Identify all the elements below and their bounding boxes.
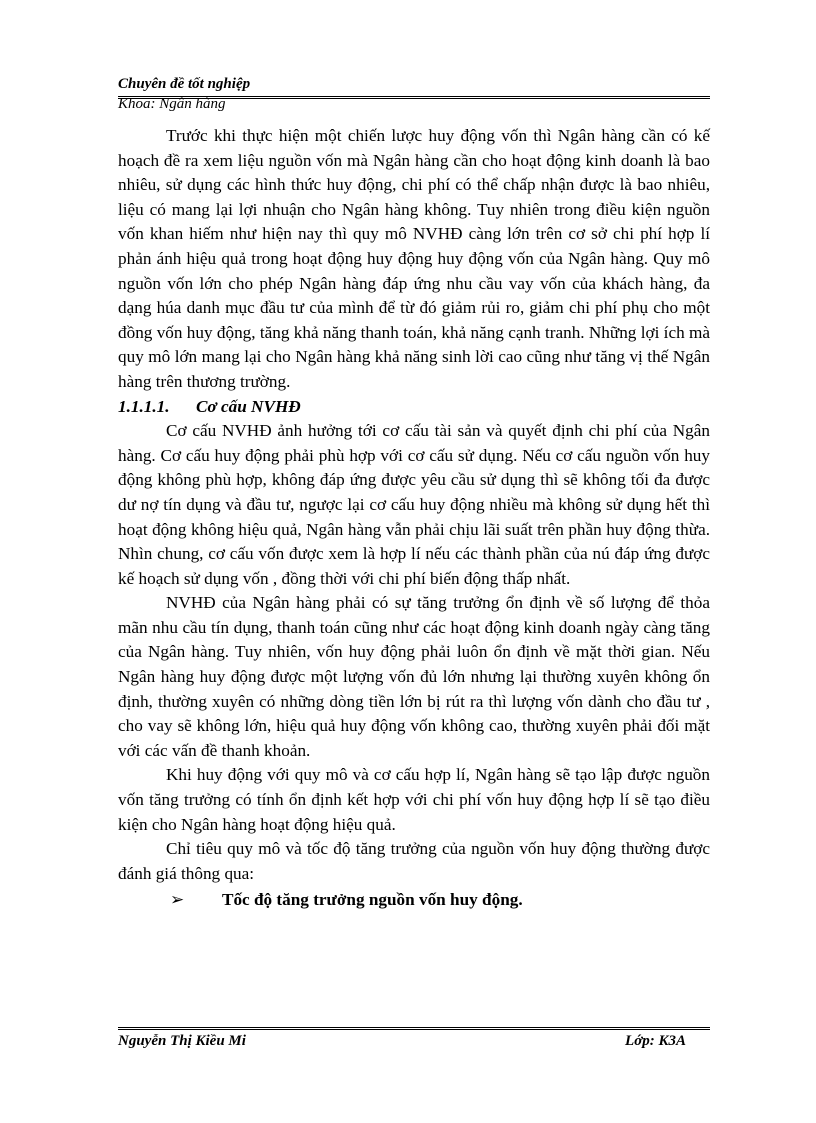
arrow-bullet-icon: ➢ (170, 890, 185, 910)
footer-author: Nguyễn Thị Kiều Mi (118, 1033, 246, 1049)
document-header-title: Chuyên đề tốt nghiệp (118, 76, 251, 92)
bullet-item (118, 888, 710, 913)
document-body (118, 124, 710, 913)
body-paragraph: NVHĐ của Ngân hàng phải có sự tăng trưởng ổn định về số lượng để thỏa mãn nhu cầu tín dụng, thanh toán cũng như các hoạt động kinh doanh ngày càng tăng của Ngân hàng. Tuy nhiên, vốn huy động phải luôn ổn định về mặt thời gian. Nếu Ngân hàng huy động được một lượng vốn đủ lớn nhưng lại thường xuyên không ổn định, thường xuyên có những dòng tiền lớn bị rút ra thì lượng vốn dành cho đầu tư , cho vay sẽ không lớn, hiệu quả huy động vốn không cao, thường xuyên phải đối mặt với các vấn đề thanh khoản. (118, 593, 710, 760)
bullet-text: Tốc độ tăng trưởng nguồn vốn huy động. (222, 890, 523, 910)
document-header-department: Khoa: Ngân hàng (118, 96, 226, 112)
body-paragraph: Chỉ tiêu quy mô và tốc độ tăng trưởng của nguồn vốn huy động thường được đánh giá thông qua: (118, 839, 710, 883)
footer-divider (118, 1027, 710, 1030)
body-paragraph: Cơ cấu NVHĐ ảnh hưởng tới cơ cấu tài sản và quyết định chi phí của Ngân hàng. Cơ cấu huy động phải phù hợp với cơ cấu sử dụng. Nếu cơ cấu nguồn vốn huy động không phù hợp, không đáp ứng được yêu cầu sử dụng thì sẽ không tối đa được dư nợ tín dụng và đầu tư, ngược lại cơ cấu huy động nhiều mà không sử dụng hết thì hoạt động không hiệu quả, Ngân hàng vẫn phải chịu lãi suất trên phần huy động thừa. Nhìn chung, cơ cấu vốn được xem là hợp lí nếu các thành phần của nú đáp ứng được kế hoạch sử dụng vốn , đồng thời với chi phí biến động thấp nhất. (118, 421, 710, 588)
body-paragraph: Khi huy động với quy mô và cơ cấu hợp lí, Ngân hàng sẽ tạo lập được nguồn vốn tăng trưởng có tính ổn định kết hợp với chi phí vốn huy động hợp lí sẽ tạo điều kiện cho Ngân hàng hoạt động hiệu quả. (118, 765, 710, 834)
section-heading (118, 395, 710, 420)
footer-class: Lớp: K3A (625, 1033, 686, 1049)
section-title: Cơ cấu NVHĐ (196, 396, 301, 416)
section-number: 1.1.1.1. (118, 396, 170, 416)
body-paragraph: Trước khi thực hiện một chiến lược huy động vốn thì Ngân hàng cần có kế hoạch đề ra xem liệu nguồn vốn mà Ngân hàng cần cho hoạt động kinh doanh là bao nhiêu, sử dụng các hình thức huy động, chi phí có thể chấp nhận được là bao nhiêu, liệu có mang lại lợi nhuận cho Ngân hàng không. Tuy nhiên trong điều kiện nguồn vốn khan hiếm như hiện nay thì quy mô NVHĐ càng lớn trên cơ sở chi phí hợp lí phản ánh hiệu quả trong hoạt động huy động huy động vốn của Ngân hàng. Quy mô nguồn vốn lớn cho phép Ngân hàng đáp ứng nhu cầu vay vốn của khách hàng, đa dạng húa danh mục đầu tư của mình để từ đó giảm rủi ro, giảm chi phí phụ cho một đồng vốn huy động, tăng khả năng thanh toán, khả năng cạnh tranh. Những lợi ích mà quy mô lớn mang lại cho Ngân hàng khả năng sinh lời cao cũng như tăng vị thế Ngân hàng trên thương trường. (118, 126, 710, 391)
